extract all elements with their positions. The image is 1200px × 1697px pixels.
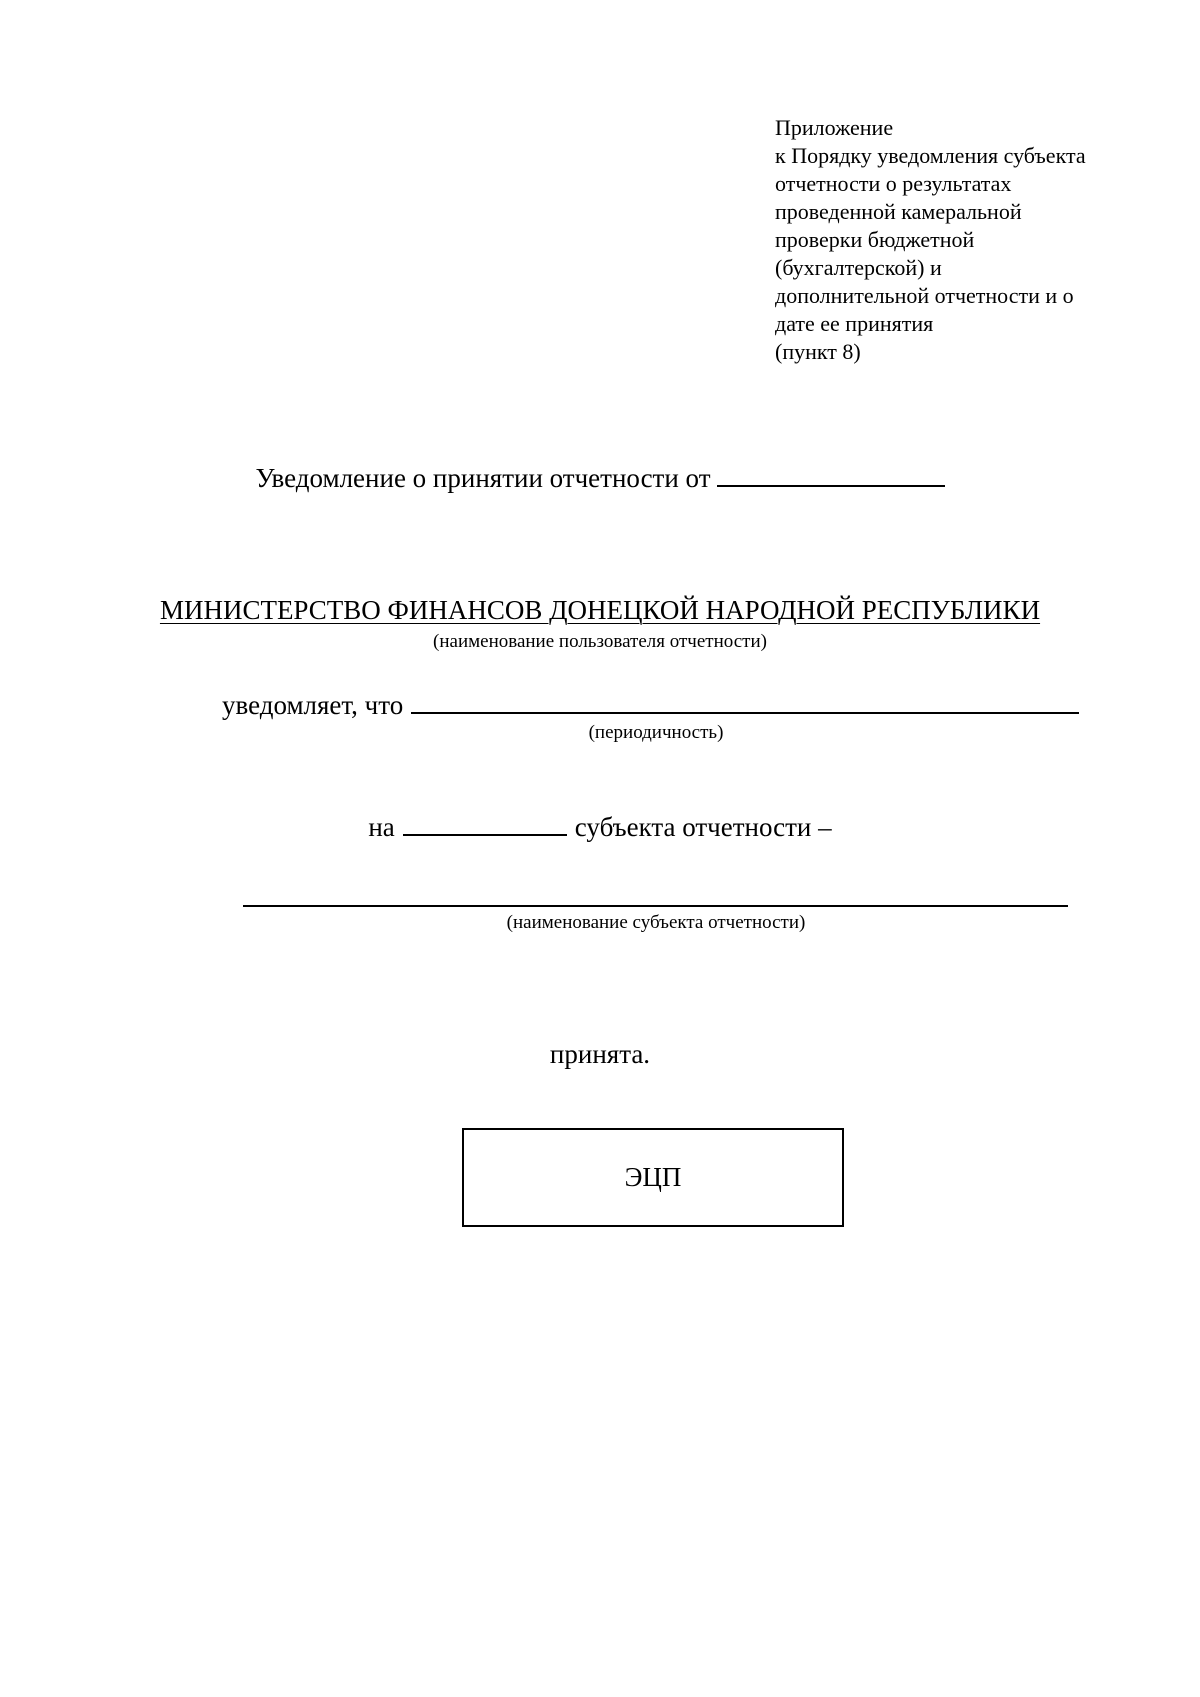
appendix-line: Приложение [775, 115, 894, 140]
notifies-line [222, 688, 1079, 722]
appendix-line: дате ее принятия [775, 311, 934, 336]
appendix-line: отчетности о результатах [775, 171, 1012, 196]
date-blank-field[interactable] [717, 461, 945, 487]
appendix-line: (пункт 8) [775, 339, 861, 364]
appendix-line: (бухгалтерской) и [775, 255, 942, 280]
periodicity-blank-field[interactable] [411, 688, 1079, 714]
notifies-text: уведомляет, что [222, 690, 404, 720]
title-text: Уведомление о принятии отчетности от [255, 463, 711, 493]
period-prefix: на [368, 812, 395, 842]
subject-caption: (наименование субъекта отчетности) [506, 912, 806, 933]
appendix-block [775, 114, 1175, 366]
appendix-line: к Порядку уведомления субъекта [775, 143, 1086, 168]
period-suffix: субъекта отчетности – [574, 812, 832, 842]
document-title [0, 461, 1200, 495]
user-of-reporting [0, 593, 1200, 627]
accepted-text: принята. [549, 1039, 651, 1069]
appendix-line: дополнительной отчетности и о [775, 283, 1074, 308]
signature-box [462, 1128, 844, 1227]
period-line [0, 810, 1200, 844]
subject-name-blank-field[interactable] [243, 905, 1068, 907]
appendix-line: проведенной камеральной [775, 199, 1022, 224]
periodicity-caption: (периодичность) [588, 722, 724, 743]
signature-label: ЭЦП [624, 1162, 682, 1192]
period-blank-field[interactable] [403, 810, 567, 836]
appendix-line: проверки бюджетной [775, 227, 975, 252]
ministry-name: МИНИСТЕРСТВО ФИНАНСОВ ДОНЕЦКОЙ НАРОДНОЙ РЕСПУБЛИКИ [159, 595, 1041, 625]
user-caption: (наименование пользователя отчетности) [433, 631, 767, 652]
